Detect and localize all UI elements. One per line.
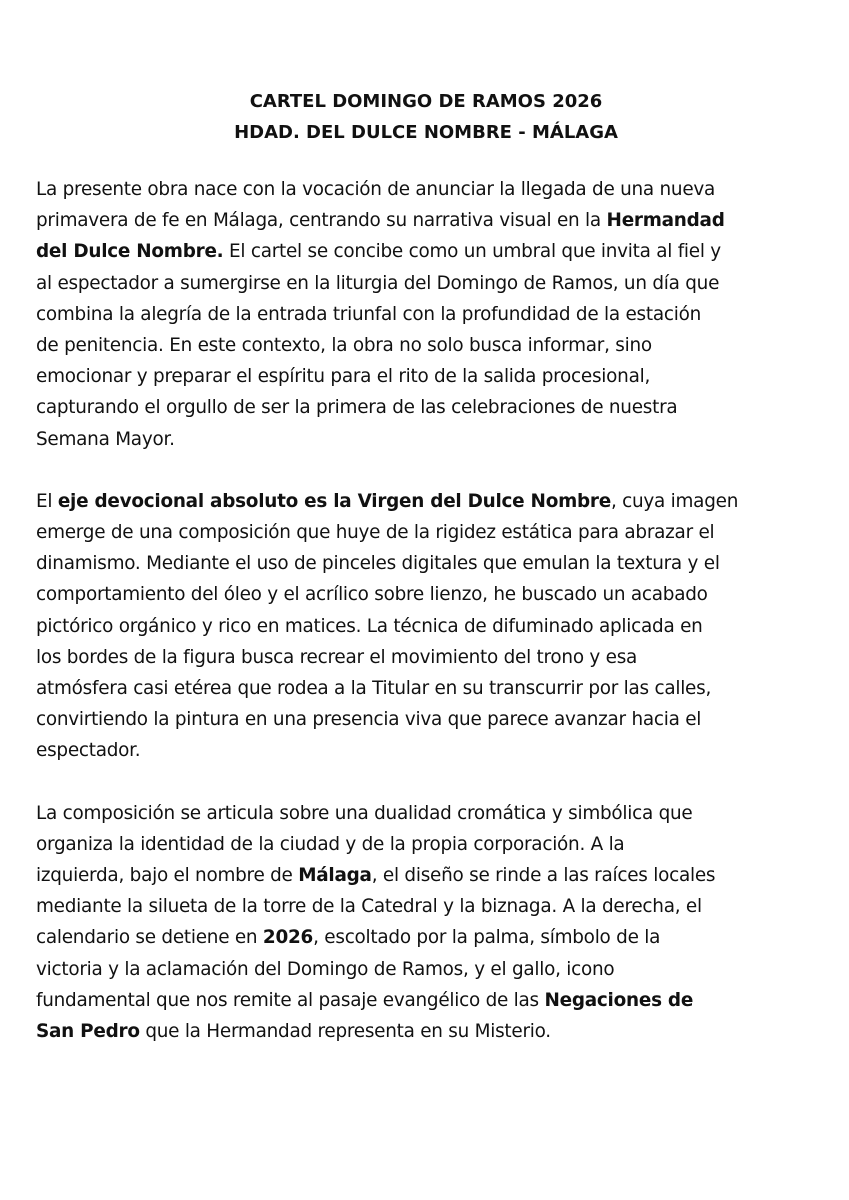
text-line: [36, 579, 816, 610]
text-line: [36, 236, 816, 267]
text-line: [36, 860, 816, 891]
text-line: [36, 954, 816, 985]
text-line: [36, 299, 816, 330]
text-line: [36, 174, 816, 205]
text-line: [36, 642, 816, 673]
text-run: pictórico orgánico y rico en matices. La técnica de difuminado aplicada en: [36, 615, 703, 637]
text-run: los bordes de la figura busca recrear el movimiento del trono y esa: [36, 646, 638, 668]
title-line-2: HDAD. DEL DULCE NOMBRE - MÁLAGA: [234, 122, 618, 143]
text-run: , cuya imagen: [610, 490, 739, 512]
text-line: [36, 517, 816, 548]
text-line: [36, 486, 816, 517]
text-run: emerge de una composición que huye de la rigidez estática para abrazar el: [36, 522, 715, 544]
paragraph-1: [36, 174, 816, 455]
document-body: [36, 174, 816, 1047]
text-run: La presente obra nace con la vocación de anunciar la llegada de una nueva: [36, 179, 716, 200]
text-run: mediante la silueta de la torre de la Catedral y la biznaga. A la derecha, el: [36, 896, 702, 918]
text-line: [36, 798, 816, 829]
document-page: [36, 86, 816, 1078]
text-run: fundamental que nos remite al pasaje evangélico de las: [36, 989, 545, 1011]
text-run: victoria y la aclamación del Domingo de Ramos, y el gallo, icono: [36, 958, 615, 980]
text-run: organiza la identidad de la ciudad y de la propia corporación. A la: [36, 833, 625, 855]
text-line: [36, 735, 816, 766]
bold-text: 2026: [262, 927, 314, 949]
text-line: [36, 392, 816, 423]
text-run: emocionar y preparar el espíritu para el rito de la salida procesional,: [36, 366, 651, 388]
text-run: atmósfera casi etérea que rodea a la Titular en su transcurrir por las calles,: [36, 678, 712, 700]
bold-text: eje devocional absoluto es la Virgen del Dulce Nombre: [57, 490, 611, 512]
text-line: [36, 922, 816, 953]
text-line: [36, 205, 816, 236]
text-run: convirtiendo la pintura en una presencia viva que parece avanzar hacia el: [36, 709, 702, 731]
text-line: [36, 704, 816, 735]
text-line: [36, 330, 816, 361]
text-line: [36, 268, 816, 299]
text-line: [36, 424, 816, 455]
text-run: espectador.: [36, 740, 141, 762]
text-run: izquierda, bajo el nombre de: [36, 865, 299, 887]
bold-text: del Dulce Nombre.: [36, 241, 224, 263]
text-run: La composición se articula sobre una dualidad cromática y simbólica que: [36, 802, 693, 824]
text-line: [36, 361, 816, 392]
text-line: [36, 611, 816, 642]
text-line: [36, 673, 816, 704]
text-run: Semana Mayor.: [36, 428, 175, 450]
bold-text: Málaga: [298, 865, 372, 887]
document-title: [36, 86, 816, 148]
text-run: al espectador a sumergirse en la liturgia del Domingo de Ramos, un día que: [36, 272, 720, 294]
text-run: calendario se detiene en: [36, 927, 263, 949]
bold-text: San Pedro: [36, 1021, 140, 1043]
text-run: primavera de fe en Málaga, centrando su narrativa visual en la: [36, 210, 607, 232]
text-run: El: [36, 490, 58, 512]
title-line-1: CARTEL DOMINGO DE RAMOS 2026: [249, 91, 603, 112]
text-line: [36, 891, 816, 922]
text-line: [36, 829, 816, 860]
bold-text: Negaciones de: [544, 989, 694, 1011]
text-line: [36, 985, 816, 1016]
text-run: de penitencia. En este contexto, la obra no solo busca informar, sino: [36, 335, 652, 357]
text-run: El cartel se concibe como un umbral que invita al fiel y: [223, 241, 721, 263]
paragraph-3: [36, 798, 816, 1048]
text-run: , escoltado por la palma, símbolo de la: [313, 927, 661, 949]
bold-text: Hermandad: [606, 210, 725, 232]
text-run: que la Hermandad representa en su Misterio.: [139, 1021, 551, 1043]
text-run: dinamismo. Mediante el uso de pinceles digitales que emulan la textura y el: [36, 553, 720, 575]
text-run: capturando el orgullo de ser la primera de las celebraciones de nuestra: [36, 397, 678, 419]
text-run: , el diseño se rinde a las raíces locales: [371, 865, 716, 887]
text-run: combina la alegría de la entrada triunfal con la profundidad de la estación: [36, 303, 701, 325]
text-line: [36, 548, 816, 579]
text-line: [36, 1016, 816, 1047]
text-run: comportamiento del óleo y el acrílico sobre lienzo, he buscado un acabado: [36, 584, 708, 606]
paragraph-2: [36, 486, 816, 767]
